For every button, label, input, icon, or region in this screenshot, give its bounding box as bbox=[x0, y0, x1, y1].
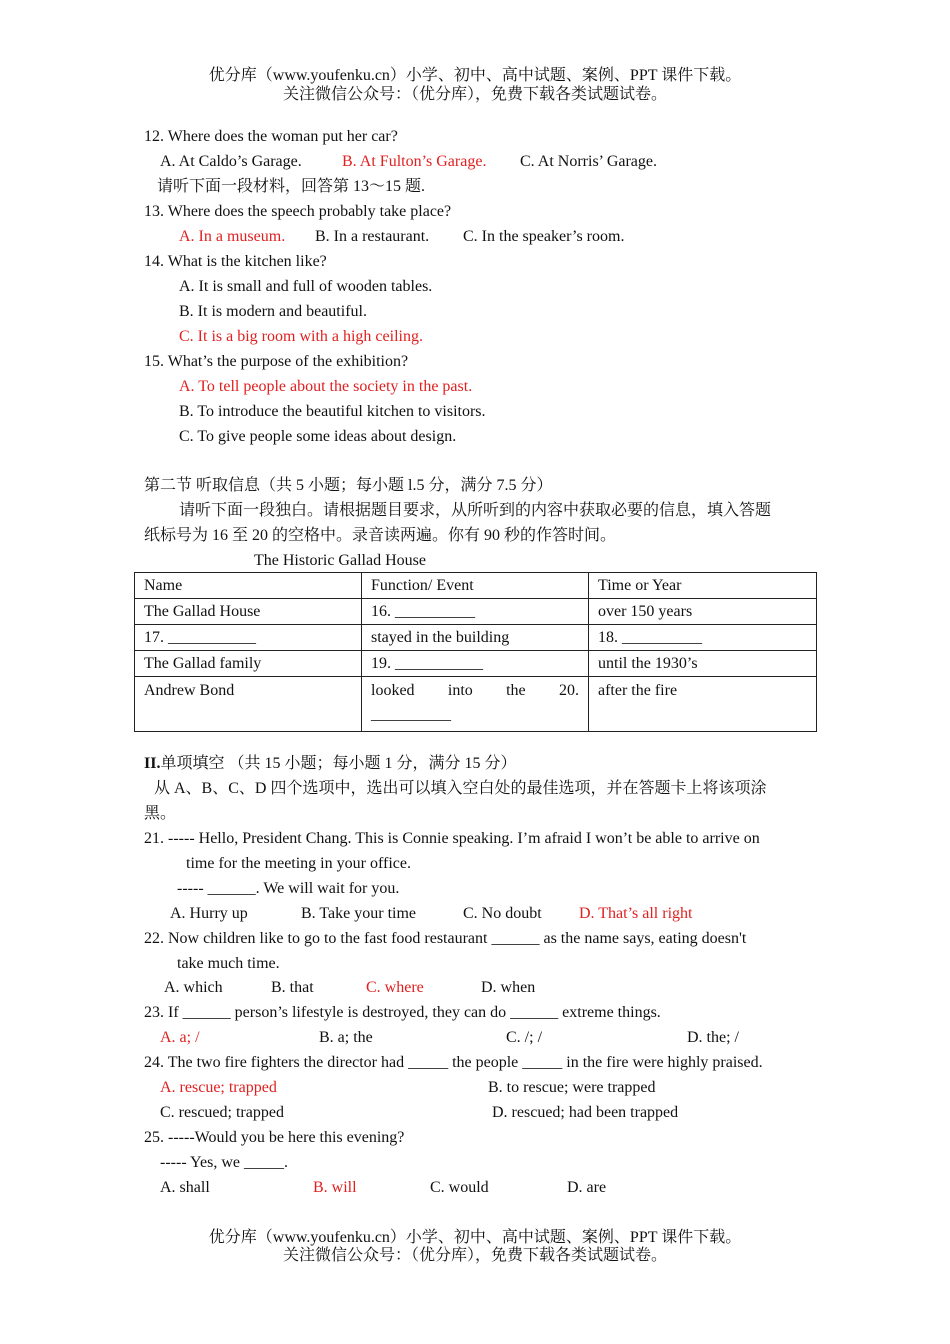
q24-option-d: D. rescued; had been trapped bbox=[492, 1104, 679, 1121]
cell-time: until the 1930’s bbox=[589, 651, 817, 677]
q22-line-2: take much time. bbox=[177, 955, 280, 972]
blank-20: __________ bbox=[371, 706, 451, 723]
q24-option-b: B. to rescue; were trapped bbox=[488, 1079, 656, 1096]
cell-function: 16. __________ bbox=[362, 599, 589, 625]
q25-option-d: D. are bbox=[567, 1179, 607, 1196]
q21-option-c: C. No doubt bbox=[463, 905, 542, 922]
q15-option-a: A. To tell people about the society in the past. bbox=[179, 378, 473, 395]
cell-time: 18. __________ bbox=[589, 625, 817, 651]
q23-option-a: A. a; / bbox=[160, 1029, 200, 1046]
q23-option-c: C. /; / bbox=[506, 1029, 543, 1046]
q13-option-c: C. In the speaker’s room. bbox=[463, 228, 625, 245]
info-table bbox=[134, 572, 817, 732]
cell-function bbox=[362, 677, 589, 732]
q21-line-2: time for the meeting in your office. bbox=[186, 855, 411, 872]
footer-line-1: 优分库（www.youfenku.cn）小学、初中、高中试题、案例、PPT 课件下载。 bbox=[208, 1229, 742, 1246]
q12-stem: 12. Where does the woman put her car? bbox=[144, 128, 398, 145]
header-line-1: 优分库（www.youfenku.cn）小学、初中、高中试题、案例、PPT 课件下载。 bbox=[208, 67, 742, 84]
q22-option-d: D. when bbox=[481, 979, 536, 996]
table-header-row bbox=[135, 573, 817, 599]
word-into: into bbox=[447, 682, 473, 699]
q22-option-a: A. which bbox=[164, 979, 223, 996]
part2-title-text: 单项填空 （共 15 小题；每小题 1 分，满分 15 分） bbox=[160, 755, 517, 772]
q21-option-b: B. Take your time bbox=[301, 905, 417, 922]
q23-option-d: D. the; / bbox=[687, 1029, 739, 1046]
header-function: Function/ Event bbox=[362, 573, 589, 599]
q21-line-1: 21. ----- Hello, President Chang. This is Connie speaking. I’m afraid I won’t be able to arrive on bbox=[144, 830, 760, 847]
part2-title bbox=[144, 754, 516, 774]
cell-function: stayed in the building bbox=[362, 625, 589, 651]
q13-stem: 13. Where does the speech probably take place? bbox=[144, 203, 452, 220]
header-name: Name bbox=[135, 573, 362, 599]
q22-option-b: B. that bbox=[271, 979, 314, 996]
q14-option-b: B. It is modern and beautiful. bbox=[179, 303, 367, 320]
section2-instruction-2: 纸标号为 16 至 20 的空格中。录音读两遍。你有 90 秒的作答时间。 bbox=[144, 527, 617, 544]
q14-stem: 14. What is the kitchen like? bbox=[144, 253, 327, 270]
word-the: the bbox=[506, 682, 526, 699]
section2-title: 第二节 听取信息（共 5 小题；每小题 l.5 分，满分 7.5 分） bbox=[144, 477, 553, 494]
q12-option-b: B. At Fulton’s Garage. bbox=[342, 153, 487, 170]
header-time: Time or Year bbox=[589, 573, 817, 599]
cell-function: 19. ___________ bbox=[362, 651, 589, 677]
q25-line-1: 25. -----Would you be here this evening? bbox=[144, 1129, 405, 1146]
q15-option-c: C. To give people some ideas about design. bbox=[179, 428, 457, 445]
q13-option-a: A. In a museum. bbox=[179, 228, 286, 245]
q25-line-2: ----- Yes, we _____. bbox=[160, 1154, 288, 1171]
q24-option-c: C. rescued; trapped bbox=[160, 1104, 284, 1121]
q14-option-c: C. It is a big room with a high ceiling. bbox=[179, 328, 423, 345]
cell-name: Andrew Bond bbox=[135, 677, 362, 732]
table-row bbox=[135, 677, 817, 732]
cell-time: over 150 years bbox=[589, 599, 817, 625]
q14-option-a: A. It is small and full of wooden tables. bbox=[179, 278, 433, 295]
q24-option-a: A. rescue; trapped bbox=[160, 1079, 277, 1096]
word-looked: looked bbox=[371, 682, 415, 699]
q15-option-b: B. To introduce the beautiful kitchen to visitors. bbox=[179, 403, 486, 420]
q23-stem: 23. If ______ person’s lifestyle is destroyed, they can do ______ extreme things. bbox=[144, 1004, 661, 1021]
justified-line bbox=[371, 681, 579, 701]
part2-roman: II. bbox=[144, 755, 161, 772]
part2-instruction-1: 从 A、B、C、D 四个选项中，选出可以填入空白处的最佳选项，并在答题卡上将该项涂 bbox=[154, 780, 767, 797]
footer-line-2: 关注微信公众号：（优分库），免费下载各类试题试卷。 bbox=[282, 1247, 667, 1264]
q21-option-a: A. Hurry up bbox=[170, 905, 248, 922]
q22-option-c: C. where bbox=[366, 979, 424, 996]
q21-option-d: D. That’s all right bbox=[579, 905, 693, 922]
cell-time: after the fire bbox=[589, 677, 817, 732]
table-title: The Historic Gallad House bbox=[254, 552, 426, 569]
q21-line-3: ----- ______. We will wait for you. bbox=[177, 880, 400, 897]
instruction-13-15: 请听下面一段材料，回答第 13～15 题. bbox=[157, 178, 426, 195]
table-row bbox=[135, 625, 817, 651]
q24-stem: 24. The two fire fighters the director had _____ the people _____ in the fire were highly praised. bbox=[144, 1054, 763, 1071]
cell-name: The Gallad House bbox=[135, 599, 362, 625]
q25-option-a: A. shall bbox=[160, 1179, 210, 1196]
cell-name: The Gallad family bbox=[135, 651, 362, 677]
q12-option-c: C. At Norris’ Garage. bbox=[520, 153, 657, 170]
q15-stem: 15. What’s the purpose of the exhibition? bbox=[144, 353, 409, 370]
section2-instruction-1: 请听下面一段独白。请根据题目要求，从所听到的内容中获取必要的信息，填入答题 bbox=[179, 502, 772, 519]
table-row bbox=[135, 599, 817, 625]
q13-option-b: B. In a restaurant. bbox=[315, 228, 430, 245]
header-line-2: 关注微信公众号：（优分库），免费下载各类试题试卷。 bbox=[282, 86, 667, 103]
q12-option-a: A. At Caldo’s Garage. bbox=[160, 153, 302, 170]
part2-instruction-2: 黑。 bbox=[144, 805, 177, 822]
q25-option-b: B. will bbox=[313, 1179, 357, 1196]
table-row bbox=[135, 651, 817, 677]
q23-option-b: B. a; the bbox=[319, 1029, 373, 1046]
cell-name: 17. ___________ bbox=[135, 625, 362, 651]
blank-20-number: 20. bbox=[558, 682, 579, 699]
q25-option-c: C. would bbox=[430, 1179, 489, 1196]
q22-line-1: 22. Now children like to go to the fast food restaurant ______ as the name says, eating doesn't bbox=[144, 930, 747, 947]
